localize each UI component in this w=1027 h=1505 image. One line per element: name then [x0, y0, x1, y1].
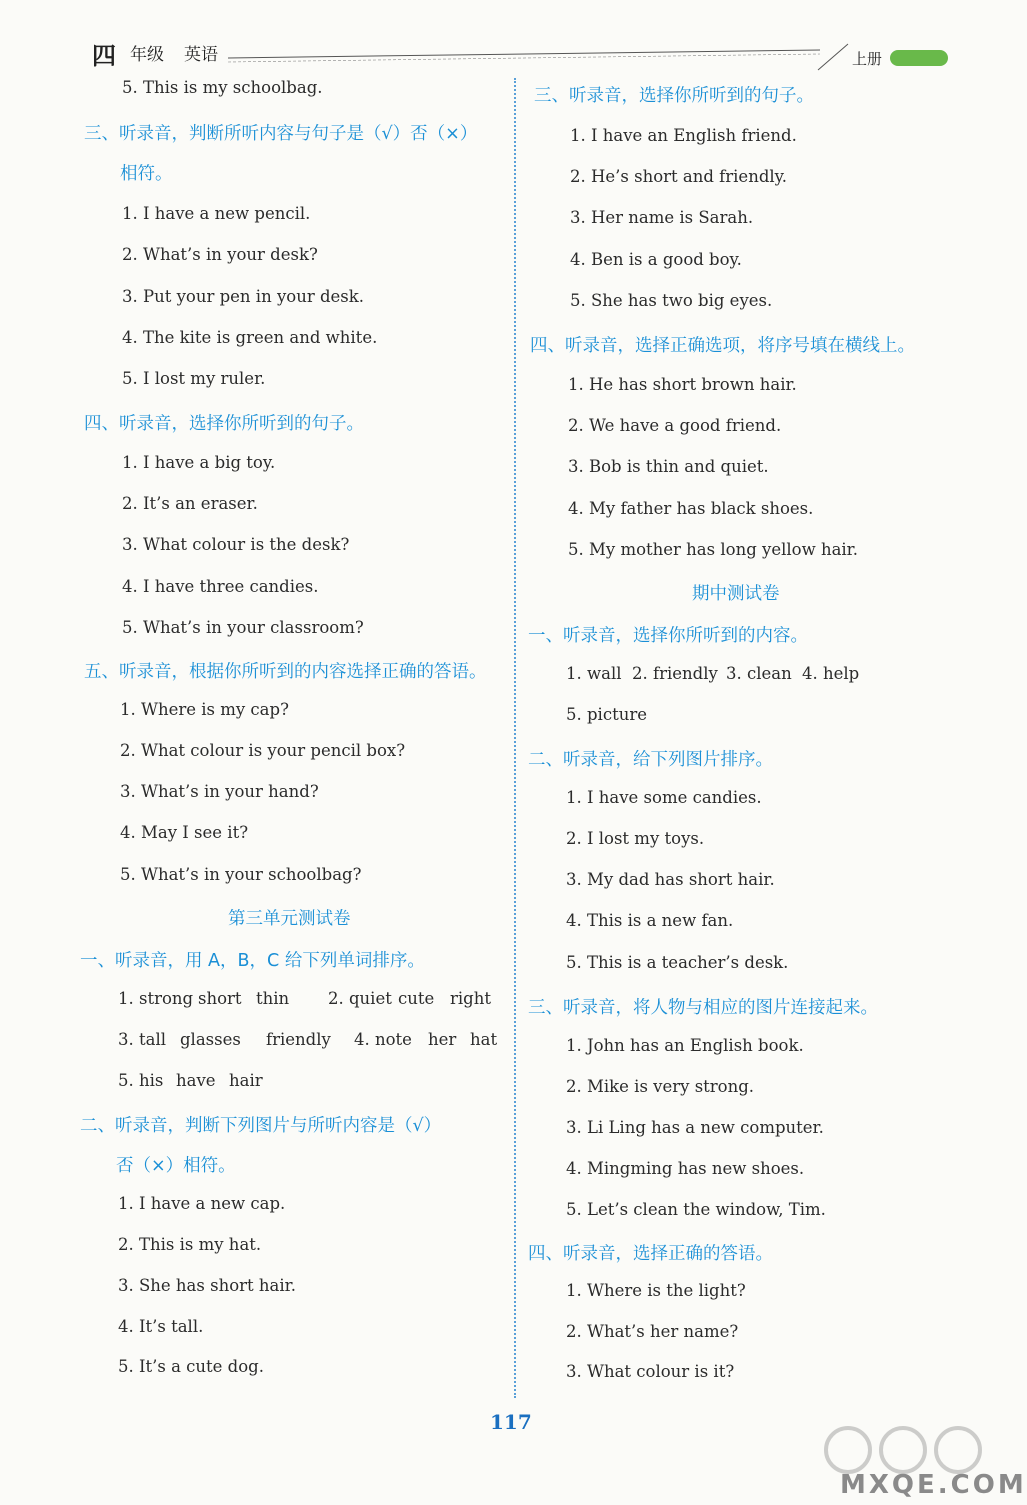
- midterm-q2-item: 5. This is a teacher’s desk.: [566, 953, 789, 972]
- word-item: hat: [470, 1030, 498, 1049]
- word-item: 2. friendly: [632, 664, 718, 683]
- right-s4-item: 3. Bob is thin and quiet.: [568, 457, 769, 476]
- midterm-q3-item: 3. Li Ling has a new computer.: [566, 1118, 824, 1137]
- midterm-q1-last: 5. picture: [566, 705, 647, 724]
- left-section-3-heading: 三、听录音，判断所听内容与句子是（√）否（×）: [84, 124, 478, 144]
- word-item: glasses: [180, 1030, 241, 1049]
- word-order-row-1: [118, 989, 491, 1008]
- column-divider: [514, 78, 516, 1398]
- left-s5-item: 1. Where is my cap?: [120, 700, 289, 719]
- unit-3-q2-item: 4. It’s tall.: [118, 1317, 204, 1336]
- midterm-q2-item: 2. I lost my toys.: [566, 829, 705, 848]
- left-section-5-heading: 五、听录音，根据你所听到的内容选择正确的答语。: [84, 662, 487, 682]
- left-s5-item: 4. May I see it?: [120, 823, 249, 842]
- word-item: thin: [256, 989, 290, 1008]
- unit-3-q1-heading: 一、听录音，用 A，B，C 给下列单词排序。: [80, 951, 425, 971]
- midterm-q4-item: 1. Where is the light?: [566, 1281, 746, 1300]
- left-section-4-heading: 四、听录音，选择你所听到的句子。: [84, 414, 364, 434]
- midterm-q1-row: [566, 664, 859, 683]
- word-item: right: [450, 989, 491, 1008]
- left-s5-item: 5. What’s in your schoolbag?: [120, 865, 362, 884]
- midterm-test-title: 期中测试卷: [692, 584, 780, 604]
- unit-3-q2-item: 3. She has short hair.: [118, 1276, 296, 1295]
- word-item: 2. quiet: [328, 989, 392, 1008]
- midterm-q2-heading: 二、听录音，给下列图片排序。: [528, 750, 773, 770]
- subject-label: 英语: [184, 45, 218, 65]
- left-s3-item: 1. I have a new pencil.: [122, 204, 311, 223]
- grade-number: 四: [92, 42, 116, 70]
- word-order-row-3: [118, 1071, 263, 1090]
- right-s4-item: 4. My father has black shoes.: [568, 499, 814, 518]
- watermark-text: MXQE.COM: [840, 1470, 1027, 1500]
- left-s3-item: 3. Put your pen in your desk.: [122, 287, 365, 306]
- unit-3-q2-heading: 二、听录音，判断下列图片与所听内容是（√）: [80, 1116, 442, 1136]
- word-item: 4. help: [802, 664, 860, 683]
- unit-3-q2-heading-cont: 否（×）相符。: [116, 1156, 236, 1176]
- unit-3-q2-item: 1. I have a new cap.: [118, 1194, 286, 1213]
- unit-3-q2-item: 5. It’s a cute dog.: [118, 1357, 264, 1376]
- midterm-q4-item: 3. What colour is it?: [566, 1362, 735, 1381]
- right-s4-item: 1. He has short brown hair.: [568, 375, 797, 394]
- word-item: 1. wall: [566, 664, 622, 683]
- page-number: 117: [490, 1410, 532, 1434]
- right-s4-item: 5. My mother has long yellow hair.: [568, 540, 859, 559]
- word-order-row-2: [118, 1030, 497, 1049]
- word-item: have: [176, 1071, 216, 1090]
- left-s4-item: 2. It’s an eraser.: [122, 494, 258, 513]
- right-s3-item: 2. He’s short and friendly.: [570, 167, 788, 186]
- left-section-3-heading-cont: 相符。: [120, 164, 173, 184]
- left-s4-item: 4. I have three candies.: [122, 577, 319, 596]
- grade-label: 年级: [130, 45, 164, 65]
- word-item: cute: [398, 989, 435, 1008]
- word-item: short: [198, 989, 242, 1008]
- word-item: hair: [229, 1071, 263, 1090]
- word-item: 3. clean: [726, 664, 792, 683]
- left-s4-item: 1. I have a big toy.: [122, 453, 276, 472]
- left-s3-item: 4. The kite is green and white.: [122, 328, 378, 347]
- word-item: 5. his: [118, 1071, 164, 1090]
- left-s5-item: 2. What colour is your pencil box?: [120, 741, 406, 760]
- left-s3-item: 5. I lost my ruler.: [122, 369, 266, 388]
- left-s5-item: 3. What’s in your hand?: [120, 782, 319, 801]
- right-section-4-heading: 四、听录音，选择正确选项，将序号填在横线上。: [530, 336, 915, 356]
- midterm-q3-heading: 三、听录音，将人物与相应的图片连接起来。: [528, 998, 878, 1018]
- midterm-q2-item: 1. I have some candies.: [566, 788, 762, 807]
- word-item: 1. strong: [118, 989, 194, 1008]
- midterm-q3-item: 4. Mingming has new shoes.: [566, 1159, 805, 1178]
- right-s3-item: 5. She has two big eyes.: [570, 291, 773, 310]
- midterm-q2-item: 4. This is a new fan.: [566, 911, 734, 930]
- midterm-q2-item: 3. My dad has short hair.: [566, 870, 775, 889]
- page-header: [0, 0, 1000, 80]
- word-item: 3. tall: [118, 1030, 167, 1049]
- right-s3-item: 3. Her name is Sarah.: [570, 208, 754, 227]
- midterm-q4-heading: 四、听录音，选择正确的答语。: [528, 1244, 773, 1264]
- midterm-q3-item: 1. John has an English book.: [566, 1036, 804, 1055]
- left-line-schoolbag: 5. This is my schoolbag.: [122, 78, 323, 97]
- word-item: friendly: [266, 1030, 331, 1049]
- unit-3-q2-item: 2. This is my hat.: [118, 1235, 262, 1254]
- right-section-3-heading: 三、听录音，选择你所听到的句子。: [534, 86, 814, 106]
- midterm-q4-item: 2. What’s her name?: [566, 1322, 739, 1341]
- midterm-q3-item: 5. Let’s clean the window, Tim.: [566, 1200, 826, 1219]
- unit-3-test-title: 第三单元测试卷: [228, 909, 351, 929]
- right-s3-item: 4. Ben is a good boy.: [570, 250, 742, 269]
- series-badge: [890, 50, 948, 66]
- word-item: her: [428, 1030, 457, 1049]
- midterm-q1-heading: 一、听录音，选择你所听到的内容。: [528, 626, 808, 646]
- left-s4-item: 3. What colour is the desk?: [122, 535, 350, 554]
- left-s3-item: 2. What’s in your desk?: [122, 245, 318, 264]
- right-s4-item: 2. We have a good friend.: [568, 416, 782, 435]
- volume-label: 上册: [852, 50, 883, 68]
- left-s4-item: 5. What’s in your classroom?: [122, 618, 364, 637]
- word-item: 4. note: [354, 1030, 412, 1049]
- right-s3-item: 1. I have an English friend.: [570, 126, 797, 145]
- midterm-q3-item: 2. Mike is very strong.: [566, 1077, 755, 1096]
